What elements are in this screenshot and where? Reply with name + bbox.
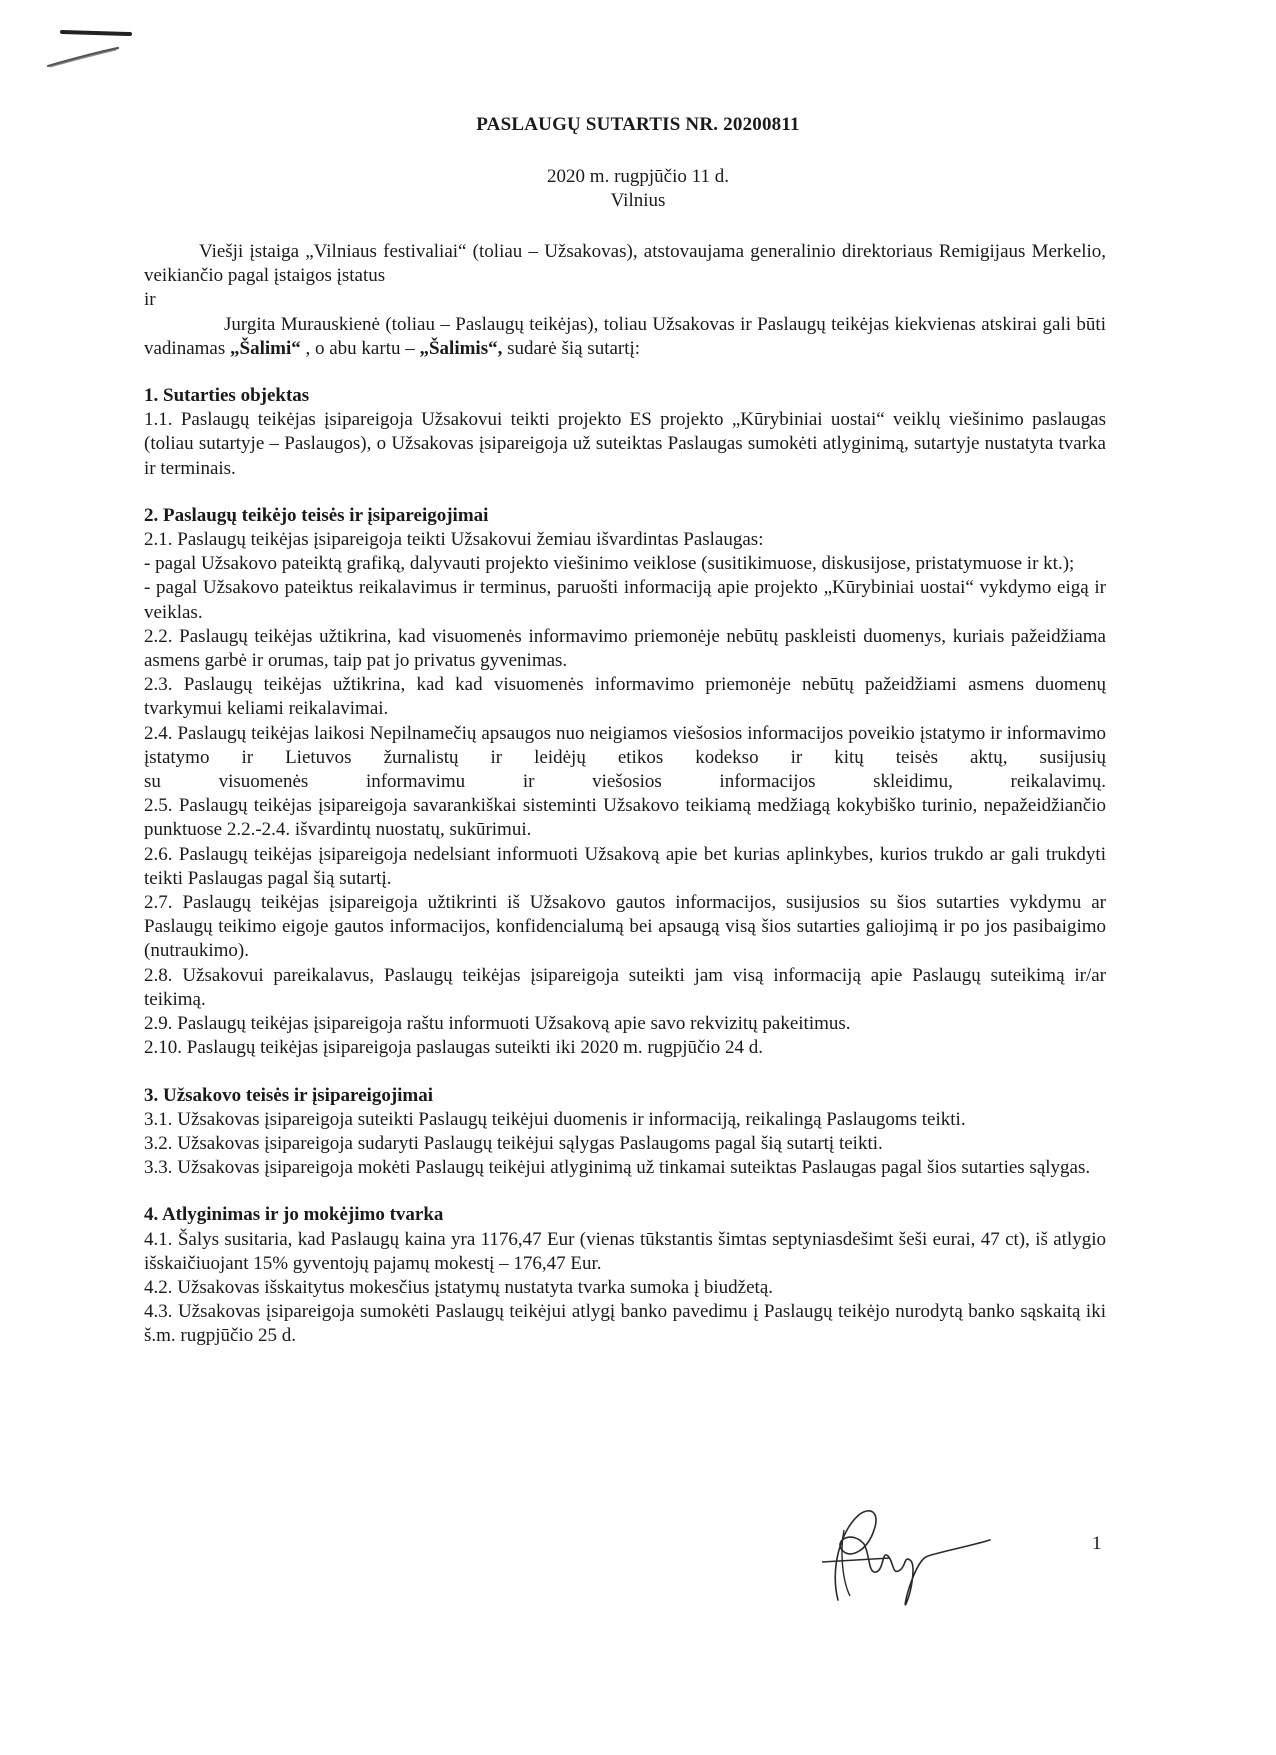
section-3-heading: 3. Užsakovo teisės ir įsipareigojimai bbox=[144, 1084, 434, 1106]
clause-2-8: 2.8. Užsakovui pareikalavus, Paslaugų teikėjas įsipareigoja suteikti jam visą informaciją apie Paslaugų suteikimą ir/ar teikimą. bbox=[144, 964, 1106, 1010]
intro-party2-a: Jurgita Murauskienė (toliau – Paslaugų teikėjas), toliau Užsakovas ir Paslaugų teikėjas kiekvienas atskirai gali būti vadinamas bbox=[144, 313, 1106, 359]
clause-3-1: 3.1. Užsakovas įsipareigoja suteikti Paslaugų teikėjui duomenis ir informaciją, reikalingą Paslaugoms teikti. bbox=[144, 1108, 966, 1130]
intro-term-salimi: „Šalimi“ bbox=[230, 337, 301, 359]
clause-3-2: 3.2. Užsakovas įsipareigoja sudaryti Paslaugų teikėjui sąlygas Paslaugoms pagal šią sutartį teikti. bbox=[144, 1132, 883, 1154]
document-place: Vilnius bbox=[610, 190, 666, 211]
handwritten-signature-icon bbox=[820, 1500, 1000, 1610]
clause-2-10: 2.10. Paslaugų teikėjas įsipareigoja paslaugas suteikti iki 2020 m. rugpjūčio 24 d. bbox=[144, 1037, 763, 1059]
intro-party2-c: , o abu kartu – bbox=[300, 337, 420, 359]
intro-and: ir bbox=[144, 289, 156, 311]
clause-2-9: 2.9. Paslaugų teikėjas įsipareigoja raštu informuoti Užsakovą apie savo rekvizitų pakeitimus. bbox=[144, 1013, 851, 1035]
document-date: 2020 m. rugpjūčio 11 d. bbox=[547, 166, 729, 187]
clause-2-7: 2.7. Paslaugų teikėjas įsipareigoja užtikrinti iš Užsakovo gautos informacijos, susijusios su šios sutarties vykdymu ar Paslaugų teikimo eigoje gautos informacijos, konfidencialumą bei apsaugą visą šios sutarties galiojimą ir po jos pasibaigimo (nutraukimo). bbox=[144, 892, 1106, 962]
clause-2-1-bullet-2: - pagal Užsakovo pateiktus reikalavimus ir terminus, paruošti informaciją apie projekto „Kūrybiniai uostai“ vykdymo eigą ir veiklas. bbox=[144, 577, 1106, 623]
page-number: 1 bbox=[1092, 1533, 1102, 1554]
intro-party1: Viešji įstaiga „Vilniaus festivaliai“ (toliau – Užsakovas), atstovaujama generalinio direktoriaus Remigijaus Merkelio, veikiančio pagal įstaigos įstatus bbox=[144, 241, 1106, 287]
clause-4-2: 4.2. Užsakovas išskaitytus mokesčius įstatymų nustatyta tvarka sumoka į biudžetą. bbox=[144, 1276, 774, 1298]
section-4-heading: 4. Atlyginimas ir jo mokėjimo tvarka bbox=[144, 1204, 444, 1226]
clause-4-3: 4.3. Užsakovas įsipareigoja sumokėti Paslaugų teikėjui atlygį banko pavedimu į Paslaugų teikėjo nurodytą banko sąskaitą iki š.m. rugpjūčio 25 d. bbox=[144, 1301, 1106, 1347]
section-2-heading: 2. Paslaugų teikėjo teisės ir įsipareigojimai bbox=[144, 504, 489, 526]
clause-2-4-part-1: 2.4. Paslaugų teikėjas laikosi Nepilnamečių apsaugos nuo neigiamos viešosios informacijos poveikio įstatymo ir informavimo įstatymo ir Lietuvos žurnalistų ir leidėjų etikos kodekso ir kitų teisės aktų, susijusių bbox=[144, 722, 1106, 768]
clause-2-1-bullet-1: - pagal Užsakovo pateiktą grafiką, dalyvauti projekto viešinimo veiklose (susitikimuose, diskusijose, pristatymuose ir kt.); bbox=[144, 553, 1075, 575]
document-title: PASLAUGŲ SUTARTIS NR. 20200811 bbox=[476, 114, 800, 135]
section-1-heading: 1. Sutarties objektas bbox=[144, 385, 310, 407]
clause-2-4-part-2: su visuomenės informavimu ir viešosios informacijos skleidimu, reikalavimų. bbox=[144, 771, 1106, 793]
date-place-block bbox=[0, 165, 1276, 213]
clause-2-1: 2.1. Paslaugų teikėjas įsipareigoja teikti Užsakovui žemiau išvardintas Paslaugas: bbox=[144, 529, 764, 551]
clause-2-6: 2.6. Paslaugų teikėjas įsipareigoja nedelsiant informuoti Užsakovą apie bet kurias aplinkybes, kurios trukdo ar gali trukdyti teikti Paslaugas pagal šią sutartį. bbox=[144, 843, 1106, 889]
pen-stroke-icon bbox=[40, 26, 150, 76]
clause-2-3: 2.3. Paslaugų teikėjas užtikrina, kad kad visuomenės informavimo priemonėje nebūtų pažeidžiami asmens duomenų tvarkymui keliami reikalavimai. bbox=[144, 674, 1106, 720]
clause-2-2: 2.2. Paslaugų teikėjas užtikrina, kad visuomenės informavimo priemonėje nebūtų paskleisti duomenys, kuriais pažeidžiama asmens garbė ir orumas, taip pat jo privatus gyvenimas. bbox=[144, 625, 1106, 672]
intro-party2-e: sudarė šią sutartį: bbox=[502, 337, 641, 359]
intro-term-salimis: „Šalimis“, bbox=[419, 337, 503, 359]
clause-4-1: 4.1. Šalys susitaria, kad Paslaugų kaina yra 1176,47 Eur (vienas tūkstantis šimtas septyniasdešimt šeši eurai, 47 ct), iš atlygio išskaičiuojant 15% gyventojų pajamų mokestį – 176,47 Eur. bbox=[144, 1228, 1106, 1274]
clause-1-1: 1.1. Paslaugų teikėjas įsipareigoja Užsakovui teikti projekto ES projekto „Kūrybiniai uostai“ veiklų viešinimo paslaugas (toliau sutartyje – Paslaugos), o Užsakovas įsipareigoja už suteiktas Paslaugas sumokėti atlyginimą, sutartyje nustatyta tvarka ir terminais. bbox=[144, 409, 1106, 479]
intro-party2 bbox=[144, 313, 1106, 361]
clause-3-3: 3.3. Užsakovas įsipareigoja mokėti Paslaugų teikėjui atlyginimą už tinkamai suteiktas Paslaugas pagal šios sutarties sąlygas. bbox=[144, 1157, 1091, 1179]
clause-2-5: 2.5. Paslaugų teikėjas įsipareigoja savarankiškai sisteminti Užsakovo teikiamą medžiagą kokybiško turinio, nepažeidžiančio punktuose 2.2.-2.4. išvardintų nuostatų, sukūrimui. bbox=[144, 795, 1106, 841]
contract-body bbox=[144, 240, 1106, 1349]
